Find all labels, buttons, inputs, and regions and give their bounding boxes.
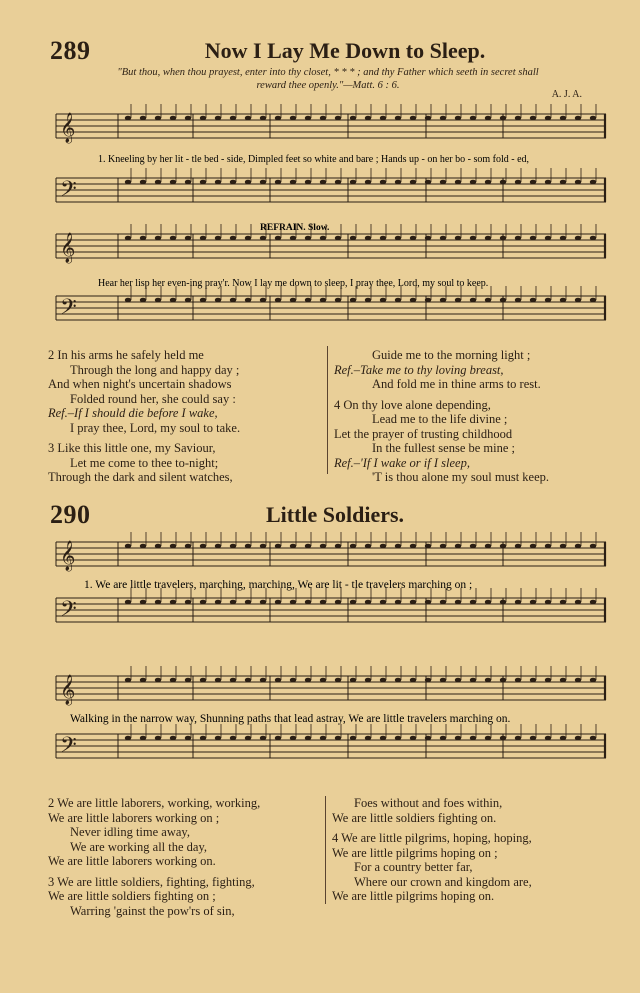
verse-line: In the fullest sense be mine ;	[372, 441, 516, 455]
hymn-289-verses-right	[334, 348, 624, 485]
hymn-290-lyric-line-2: Walking in the narrow way, Shunning paths that lead astray, We are little travelers marching on.	[70, 713, 511, 725]
epigraph-line-2: reward thee openly."—Matt. 6 : 6.	[256, 80, 400, 91]
svg-text:𝄢: 𝄢	[60, 177, 77, 206]
epigraph-line-1: "But thou, when thou prayest, enter into thy closet, * * * ; and thy Father which seeth in secret shall	[117, 67, 539, 78]
verse-divider	[325, 796, 326, 904]
verse-line: 4 We are little pilgrims, hoping, hoping,	[332, 831, 532, 845]
verse-line: Where our crown and kingdom are,	[354, 874, 532, 889]
hymn-289-verses-left	[48, 348, 328, 485]
verse-line: We are little laborers working on.	[48, 854, 216, 868]
hymn-289-epigraph	[48, 66, 608, 92]
verse-line: 3 We are little soldiers, fighting, fighting,	[48, 874, 255, 889]
verse-line: And when night's uncertain shadows	[48, 377, 232, 391]
verse-line: Lead me to the life divine ;	[372, 412, 508, 426]
hymn-290-system-2	[48, 662, 608, 780]
hymn-290-lyric-line-1: 1. We are little travelers, marching, marching, We are lit - tle travelers marching on ;	[84, 579, 473, 591]
verse-line: Let me come to thee to-night;	[70, 455, 219, 470]
verse-line: For a country better far,	[354, 860, 473, 874]
music-staff-system	[48, 528, 608, 646]
verse-line: Ref.–'If I wake or if I sleep,	[334, 455, 470, 470]
hymn-289-system-2	[48, 218, 608, 336]
verse-line: Through the long and happy day ;	[70, 362, 240, 377]
hymn-290-verses-left	[48, 796, 328, 918]
verse-line: Let the prayer of trusting childhood	[334, 426, 513, 441]
verse-line: We are little laborers working on ;	[48, 810, 220, 825]
verse-line: We are working all the day,	[70, 839, 208, 854]
hymn-290-number: 290	[50, 500, 91, 529]
hymn-289-composer: A. J. A.	[551, 89, 582, 100]
treble-staff	[56, 104, 606, 144]
bass-staff	[56, 286, 606, 324]
svg-text:𝄢: 𝄢	[60, 295, 77, 324]
hymn-290-title: Little Soldiers.	[265, 502, 405, 527]
verse-line: I pray thee, Lord, my soul to take.	[70, 420, 241, 435]
svg-text:𝄞: 𝄞	[60, 233, 76, 262]
verse-line: Folded round her, she could say :	[70, 391, 236, 406]
treble-staff	[56, 224, 606, 264]
treble-staff	[56, 666, 606, 706]
verse-line: We are little pilgrims hoping on ;	[332, 845, 498, 860]
hymn-289-title: Now I Lay Me Down to Sleep.	[204, 38, 486, 63]
bass-staff	[56, 588, 606, 626]
verse-line: Ref.–Take me to thy loving breast,	[334, 362, 504, 377]
bass-staff	[56, 724, 606, 762]
verse-line: Foes without and foes within,	[354, 796, 503, 810]
treble-staff	[56, 532, 606, 572]
verse-line: 2 In his arms he safely held me	[48, 348, 204, 362]
verse-line: 4 On thy love alone depending,	[334, 397, 491, 412]
hymn-289-lyric-line-2: Hear her lisp her even-ing pray'r. Now I lay me down to sleep, I pray thee, Lord, my soul to keep.	[98, 278, 489, 289]
music-staff-system	[48, 662, 608, 780]
verse-line: 2 We are little laborers, working, working,	[48, 796, 261, 810]
svg-text:𝄞: 𝄞	[60, 675, 76, 704]
refrain-label: REFRAIN. Slow.	[260, 223, 330, 233]
svg-text:𝄢: 𝄢	[60, 597, 77, 626]
verse-line: 3 Like this little one, my Saviour,	[48, 441, 216, 455]
music-staff-system	[48, 218, 608, 336]
verse-line: Through the dark and silent watches,	[48, 470, 233, 484]
verse-divider	[327, 346, 328, 474]
hymn-290-system-1	[48, 528, 608, 646]
svg-text:𝄞: 𝄞	[60, 541, 76, 570]
verse-line: We are little soldiers fighting on ;	[48, 889, 216, 903]
verse-line: Warring 'gainst the pow'rs of sin,	[70, 903, 235, 918]
verse-line: We are little soldiers fighting on.	[332, 810, 497, 825]
bass-staff	[56, 168, 606, 206]
verse-line: Never idling time away,	[70, 825, 190, 839]
verse-line: Guide me to the morning light ;	[372, 348, 531, 362]
music-staff-system	[48, 100, 608, 218]
hymn-290-verses-right	[332, 796, 622, 904]
svg-text:𝄢: 𝄢	[60, 733, 77, 762]
hymn-289-number: 289	[50, 36, 91, 65]
verse-line: Ref.–If I should die before I wake,	[48, 406, 218, 420]
verse-line: And fold me in thine arms to rest.	[372, 377, 541, 391]
svg-text:𝄞: 𝄞	[60, 113, 76, 142]
verse-line: We are little pilgrims hoping on.	[332, 889, 495, 903]
hymn-289-lyric-line-1: 1. Kneeling by her lit - tle bed - side, Dimpled feet so white and bare ; Hands up - on her bo - som fold - ed,	[98, 154, 530, 165]
verse-line: 'T is thou alone my soul must keep.	[372, 470, 550, 484]
hymn-289-system-1	[48, 100, 608, 218]
